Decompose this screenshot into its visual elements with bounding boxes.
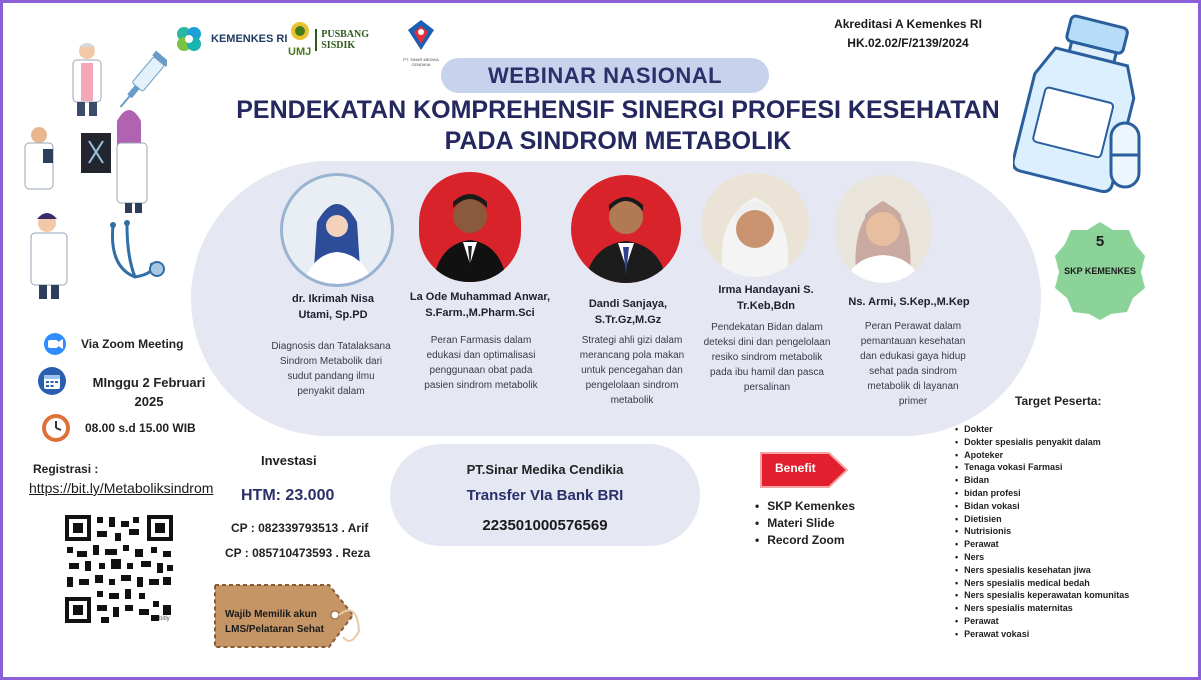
target-item: • Dietisien	[955, 513, 1129, 526]
bank-account-number: 223501000576569	[482, 517, 608, 534]
target-item: • Perawat	[955, 538, 1129, 551]
skp-number: 5	[1095, 233, 1105, 250]
speaker-3-topic	[555, 333, 709, 408]
speaker-3-topic-line: untuk pencegahan dan	[581, 365, 683, 376]
benefit-list	[755, 498, 855, 549]
accreditation-text	[803, 15, 1013, 53]
target-title: Target Peserta:	[1015, 394, 1102, 408]
target-item: • Dokter	[955, 423, 1129, 436]
accreditation-line-1: Akreditasi A Kemenkes RI	[834, 17, 982, 31]
speaker-3-topic-line: Strategi ahli gizi dalam	[581, 335, 683, 346]
speaker-5-topic-line: metabolik di layanan	[867, 381, 959, 392]
speaker-4-photo	[701, 173, 809, 277]
kemenkes-logo-text: KEMENKES RI	[211, 33, 288, 45]
qr-caption: bitly	[159, 616, 170, 622]
benefit-item: • SKP Kemenkes	[755, 498, 855, 515]
skp-badge	[1055, 220, 1145, 320]
event-title-line-1: PENDEKATAN KOMPREHENSIF SINERGI PROFESI KESEHATAN	[236, 96, 1000, 124]
kemenkes-leaf-icon	[173, 23, 205, 55]
event-time: 08.00 s.d 15.00 WIB	[85, 421, 196, 435]
speaker-5-topic	[839, 319, 987, 409]
time-row	[41, 413, 196, 443]
umj-logo-text: UMJ	[288, 46, 312, 58]
target-item: • Ners spesialis medical bedah	[955, 577, 1129, 590]
target-item: • Ners spesialis maternitas	[955, 602, 1129, 615]
target-list	[955, 423, 1129, 641]
sinar-medika-logo-caption: PT. SINAR MEDIKA CENDIKIA	[403, 57, 439, 67]
speaker-5-photo	[835, 175, 931, 283]
target-item: • Ners spesialis kesehatan jiwa	[955, 564, 1129, 577]
speaker-4-name-line-1: Irma Handayani S.	[718, 284, 814, 296]
lms-requirement-line-1: Wajib Memilik akun	[225, 609, 317, 620]
event-date	[83, 373, 215, 411]
target-item: • bidan profesi	[955, 487, 1129, 500]
umj-pusbang-logo	[288, 21, 369, 58]
target-item: • Apoteker	[955, 449, 1129, 462]
event-title	[183, 95, 1053, 157]
speaker-3-name-line-1: Dandi Sanjaya,	[588, 298, 668, 310]
medical-staff-illustration	[17, 37, 167, 307]
target-item: • Perawat vokasi	[955, 628, 1129, 641]
event-date-line-2: 2025	[134, 394, 164, 409]
calendar-icon	[37, 366, 67, 401]
speaker-1-topic	[253, 339, 409, 399]
target-item: • Bidan	[955, 474, 1129, 487]
benefit-item: • Materi Slide	[755, 515, 855, 532]
speaker-4-name	[703, 282, 829, 314]
benefit-badge	[759, 451, 849, 489]
registration-label: Registrasi :	[33, 462, 99, 476]
speaker-3-name-line-2: S.Tr.Gz,M.Gz	[594, 314, 662, 326]
clock-icon	[41, 413, 71, 443]
speaker-5-topic-line: pemantauan kesehatan	[860, 336, 966, 347]
skp-label: SKP KEMENKES	[1064, 266, 1136, 276]
speaker-3-name	[573, 296, 683, 328]
speaker-1-topic-line: Diagnosis dan Tatalaksana	[271, 341, 391, 352]
event-date-line-1: MInggu 2 Februari	[92, 375, 206, 390]
speaker-4-topic-line: resiko sindrom metabolik	[711, 352, 823, 363]
bank-transfer-panel	[390, 444, 700, 546]
sinar-medika-emblem-icon	[406, 18, 436, 52]
speaker-2-photo	[419, 172, 521, 282]
registration-link[interactable]: https://bit.ly/Metaboliksindrom	[29, 480, 214, 496]
speaker-4-topic-line: Pendekatan Bidan dalam	[711, 322, 823, 333]
speaker-1-topic-line: Sindrom Metabolik dari	[279, 356, 383, 367]
lms-requirement-tag	[211, 581, 361, 651]
speaker-3-topic-line: pengelolaan sindrom	[585, 380, 679, 391]
accreditation-line-2: HK.02.02/F/2139/2024	[847, 36, 969, 50]
speaker-5-topic-line: dan edukasi gaya hidup	[860, 351, 966, 362]
speaker-1-topic-line: sudut pandang ilmu	[287, 371, 375, 382]
platform-row	[43, 332, 183, 356]
speaker-1-topic-line: penyakit dalam	[297, 386, 365, 397]
registration-qr-code[interactable]	[63, 513, 175, 625]
speaker-1-name-line-2: Utami, Sp.PD	[298, 309, 368, 321]
speaker-5-topic-line: Peran Perawat dalam	[864, 321, 962, 332]
target-item: • Bidan vokasi	[955, 500, 1129, 513]
zoom-icon	[43, 332, 67, 356]
benefit-label: Benefit	[775, 461, 816, 475]
target-item: • Perawat	[955, 615, 1129, 628]
contact-person-2: CP : 085710473593 . Reza	[225, 546, 371, 560]
speaker-1-photo	[280, 173, 394, 287]
kemenkes-logo	[173, 23, 287, 55]
speaker-1-name	[271, 291, 395, 323]
target-item: • Nutrisionis	[955, 525, 1129, 538]
target-item: • Dokter spesialis penyakit dalam	[955, 436, 1129, 449]
lms-requirement-line-2: LMS/Pelataran Sehat	[225, 624, 324, 635]
webinar-badge: WEBINAR NASIONAL	[441, 58, 769, 93]
bank-company: PT.Sinar Medika Cendikia	[466, 462, 624, 477]
speaker-5-name-line-1: Ns. Armi, S.Kep.,M.Kep	[848, 296, 970, 308]
speaker-4-topic-line: persalinan	[743, 382, 791, 393]
speaker-5-topic-line: primer	[898, 396, 928, 407]
speaker-2-topic-line: penggunaan obat pada	[429, 365, 533, 376]
speaker-2-topic	[408, 333, 554, 393]
speaker-3-topic-line: merancang pola makan	[579, 350, 685, 361]
contact-person-1: CP : 082339793513 . Arif	[231, 521, 369, 535]
speaker-3-photo	[571, 175, 681, 283]
sinar-medika-logo	[401, 18, 441, 67]
speaker-4-topic-line: pada ibu hamil dan pasca	[710, 367, 824, 378]
target-item: • Ners spesialis keperawatan komunitas	[955, 589, 1129, 602]
speaker-2-name-line-1: La Ode Muhammad Anwar,	[409, 291, 551, 303]
pusbang-logo-text-2: SISDIK	[321, 39, 356, 51]
speaker-2-topic-line: Peran Farmasis dalam	[430, 335, 532, 346]
speaker-5-name	[835, 294, 983, 310]
speaker-4-name-line-2: Tr.Keb,Bdn	[736, 300, 796, 312]
investment-label: Investasi	[261, 453, 317, 468]
speaker-4-topic	[687, 320, 847, 395]
speaker-3-topic-line: metabolik	[610, 395, 654, 406]
speaker-4-topic-line: deteksi dini dan pengelolaan	[703, 337, 831, 348]
lms-requirement-text	[225, 607, 350, 637]
speaker-5-topic-line: sehat pada sindrom	[869, 366, 957, 377]
speaker-2-topic-line: edukasi dan optimalisasi	[426, 350, 536, 361]
speaker-2-name	[401, 289, 559, 321]
target-item: • Tenaga vokasi Farmasi	[955, 461, 1129, 474]
speaker-2-topic-line: pasien sindrom metabolik	[424, 380, 538, 391]
ticket-price: HTM: 23.000	[241, 487, 335, 504]
target-item: • Ners	[955, 551, 1129, 564]
speaker-1-name-line-1: dr. Ikrimah Nisa	[292, 293, 374, 305]
event-title-line-2: PADA SINDROM METABOLIK	[444, 127, 792, 155]
pusbang-logo-text-1: PUSBANG	[321, 28, 370, 40]
speaker-2-name-line-2: S.Farm.,M.Pharm.Sci	[425, 307, 535, 319]
platform-text: Via Zoom Meeting	[81, 337, 184, 351]
umj-emblem-icon	[289, 21, 311, 41]
benefit-item: • Record Zoom	[755, 532, 855, 549]
bank-method: Transfer VIa Bank BRI	[466, 487, 624, 504]
